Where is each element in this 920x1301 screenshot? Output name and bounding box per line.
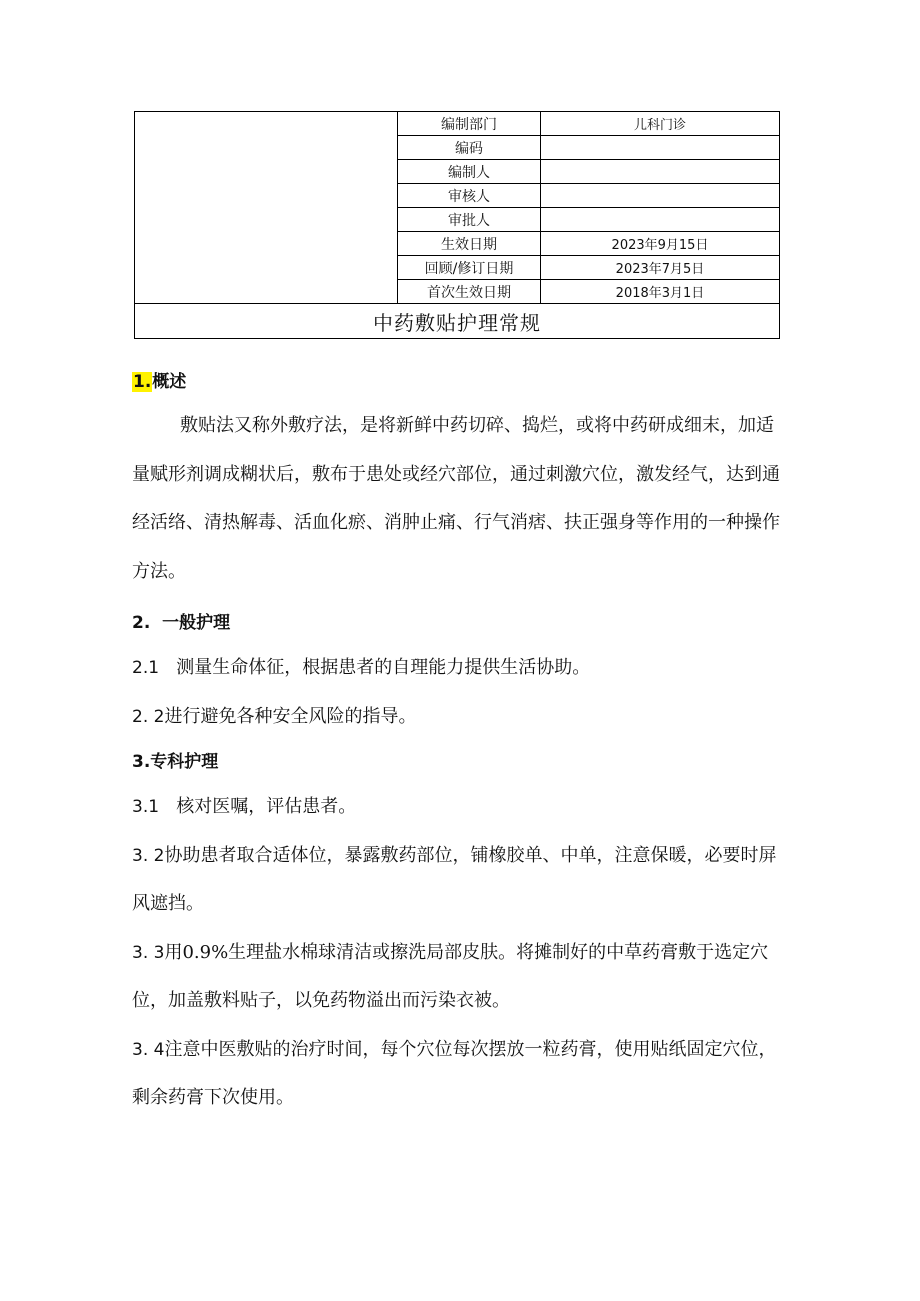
section-overview-title: 概述 (152, 372, 187, 392)
item-number: 2.1 (132, 658, 160, 678)
item-text: 测量生命体征，根据患者的自理能力提供生活协助。 (176, 657, 591, 678)
list-item (132, 644, 782, 693)
field-value-approver (541, 208, 780, 232)
field-label-department: 编制部门 (398, 112, 541, 136)
item-text: 注意中医敷贴的治疗时间，每个穴位每次摆放一粒药膏，使用贴纸固定穴位，剩余药膏下次使用。 (132, 1038, 777, 1108)
list-item (132, 693, 782, 742)
list-item (132, 1026, 782, 1123)
list-item (132, 929, 782, 1026)
field-label-effective-date: 生效日期 (398, 232, 541, 256)
field-value-code (541, 136, 780, 160)
field-label-author: 编制人 (398, 160, 541, 184)
item-text: 协助患者取合适体位，暴露敷药部位，铺橡胶单、中单，注意保暖，必要时屏风遮挡。 (132, 844, 777, 914)
document-title: 中药敷贴护理常规 (135, 304, 780, 339)
item-number: 3.1 (132, 797, 160, 817)
highlight-marker: 1. (133, 372, 152, 392)
section-overview-heading (132, 362, 782, 402)
field-label-code: 编码 (398, 136, 541, 160)
item-text: 用0.9%生理盐水棉球清洁或擦洗局部皮肤。将摊制好的中草药膏敷于选定穴位，加盖敷料贴子，以免药物溢出而污染衣被。 (132, 941, 769, 1011)
field-label-first-effective-date: 首次生效日期 (398, 280, 541, 304)
field-value-revision-date: 2023年7月5日 (541, 256, 780, 280)
field-value-first-effective-date: 2018年3月1日 (541, 280, 780, 304)
item-number: 3. 3 (132, 942, 165, 963)
document-body (132, 362, 782, 1123)
item-number: 2. 2 (132, 706, 165, 727)
field-value-department: 儿科门诊 (541, 112, 780, 136)
field-label-reviewer: 审核人 (398, 184, 541, 208)
section-special-heading: 3.专科护理 (132, 752, 219, 772)
field-label-revision-date: 回顾/修订日期 (398, 256, 541, 280)
logo-area (135, 112, 398, 304)
field-value-effective-date: 2023年9月15日 (541, 232, 780, 256)
list-item (132, 783, 782, 832)
field-label-approver: 审批人 (398, 208, 541, 232)
item-number: 3. 4 (132, 1039, 165, 1060)
item-text: 进行避免各种安全风险的指导。 (164, 705, 417, 727)
item-number: 3. 2 (132, 845, 165, 866)
field-value-author (541, 160, 780, 184)
item-text: 核对医嘱，评估患者。 (176, 796, 357, 817)
section-overview-body: 敷贴法又称外敷疗法，是将新鲜中药切碎、捣烂，或将中药研成细末，加适量赋形剂调成糊状后，敷布于患处或经穴部位，通过刺激穴位，激发经气，达到通经活络、清热解毒、活血化瘀、消肿止痛、行气消痞、扶正强身等作用的一种操作方法。 (132, 415, 780, 582)
section-general-heading: 2. 一般护理 (132, 613, 231, 633)
list-item (132, 832, 782, 929)
document-header-table (134, 111, 780, 339)
field-value-reviewer (541, 184, 780, 208)
